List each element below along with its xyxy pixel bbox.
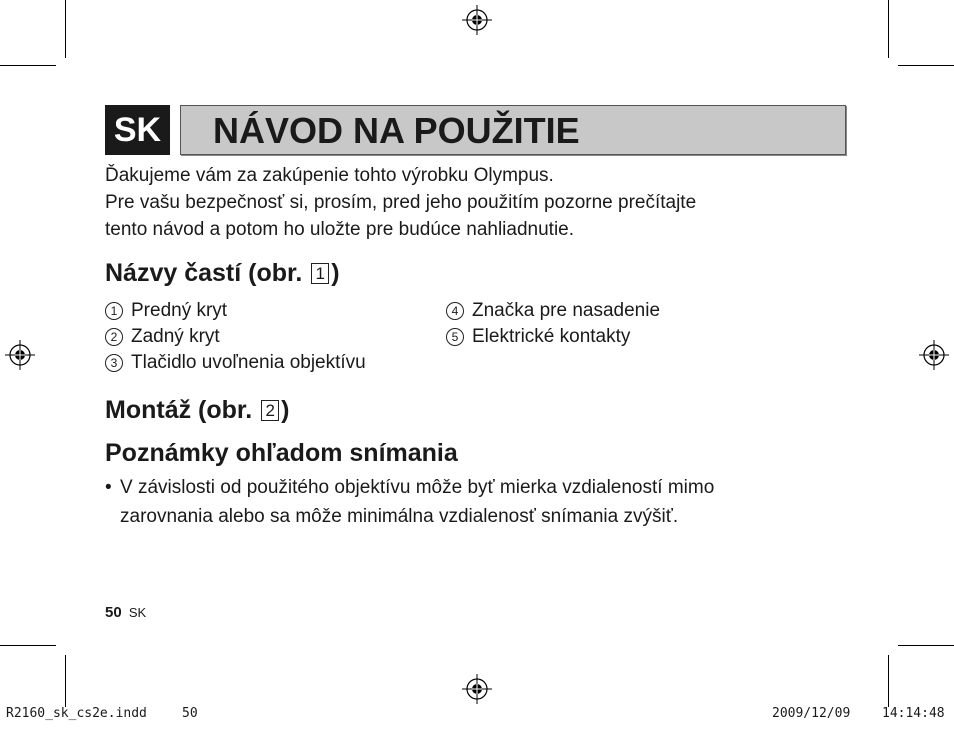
slug-file: R2160_sk_cs2e.indd [6, 706, 147, 721]
bullet-glyph: • [105, 477, 112, 498]
intro-line: Ďakujeme vám za zakúpenie tohto výrobku Olympus. [105, 165, 554, 186]
page-number: 50 [105, 604, 122, 621]
item-number: 2 [105, 328, 123, 346]
registration-mark-icon [919, 340, 949, 370]
intro-paragraph [105, 162, 696, 243]
crop-mark [888, 655, 889, 707]
crop-mark [898, 645, 954, 646]
crop-mark [0, 645, 56, 646]
mount-heading: Montáž (obr. 2 ) [105, 396, 290, 424]
slug-date: 2009/12/09 [772, 706, 851, 721]
title-banner [180, 105, 846, 155]
parts-list-left [105, 298, 366, 376]
list-item: 1 Predný kryt [105, 298, 366, 324]
crop-mark [898, 65, 954, 66]
list-item: 4 Značka pre nasadenie [446, 298, 660, 324]
crop-mark [65, 0, 66, 58]
registration-mark-icon [5, 340, 35, 370]
page-title: NÁVOD NA POUŽITIE [213, 110, 580, 151]
item-number: 5 [446, 328, 464, 346]
slug-page: 50 [182, 706, 198, 721]
item-number: 4 [446, 302, 464, 320]
slug-time: 14:14:48 [882, 706, 945, 721]
list-item: 2 Zadný kryt [105, 324, 366, 350]
registration-mark-icon [462, 674, 492, 704]
intro-line: Pre vašu bezpečnosť si, prosím, pred jeho použitím pozorne prečítajte [105, 192, 697, 213]
notes-heading: Poznámky ohľadom snímania [105, 439, 458, 467]
item-number: 1 [105, 302, 123, 320]
crop-mark [888, 0, 889, 58]
notes-bullet [105, 474, 714, 530]
note-line: V závislosti od použitého objektívu môže byť mierka vzdialeností mimo [120, 477, 715, 498]
figure-ref: 1 [311, 263, 329, 284]
note-line: zarovnania alebo sa môže minimálna vzdialenosť snímania zvýšiť. [120, 506, 679, 527]
intro-line: tento návod a potom ho uložte pre budúce nahliadnutie. [105, 219, 575, 240]
crop-mark [0, 65, 56, 66]
list-item: 3 Tlačidlo uvoľnenia objektívu [105, 350, 366, 376]
list-item: 5 Elektrické kontakty [446, 324, 660, 350]
parts-heading: Názvy častí (obr. 1 ) [105, 259, 340, 287]
language-badge: SK [105, 105, 170, 155]
page-footer [105, 604, 146, 621]
crop-mark [65, 655, 66, 707]
parts-list-right [446, 298, 660, 350]
item-number: 3 [105, 354, 123, 372]
registration-mark-icon [462, 5, 492, 35]
figure-ref: 2 [261, 400, 279, 421]
footer-lang: SK [128, 605, 147, 620]
